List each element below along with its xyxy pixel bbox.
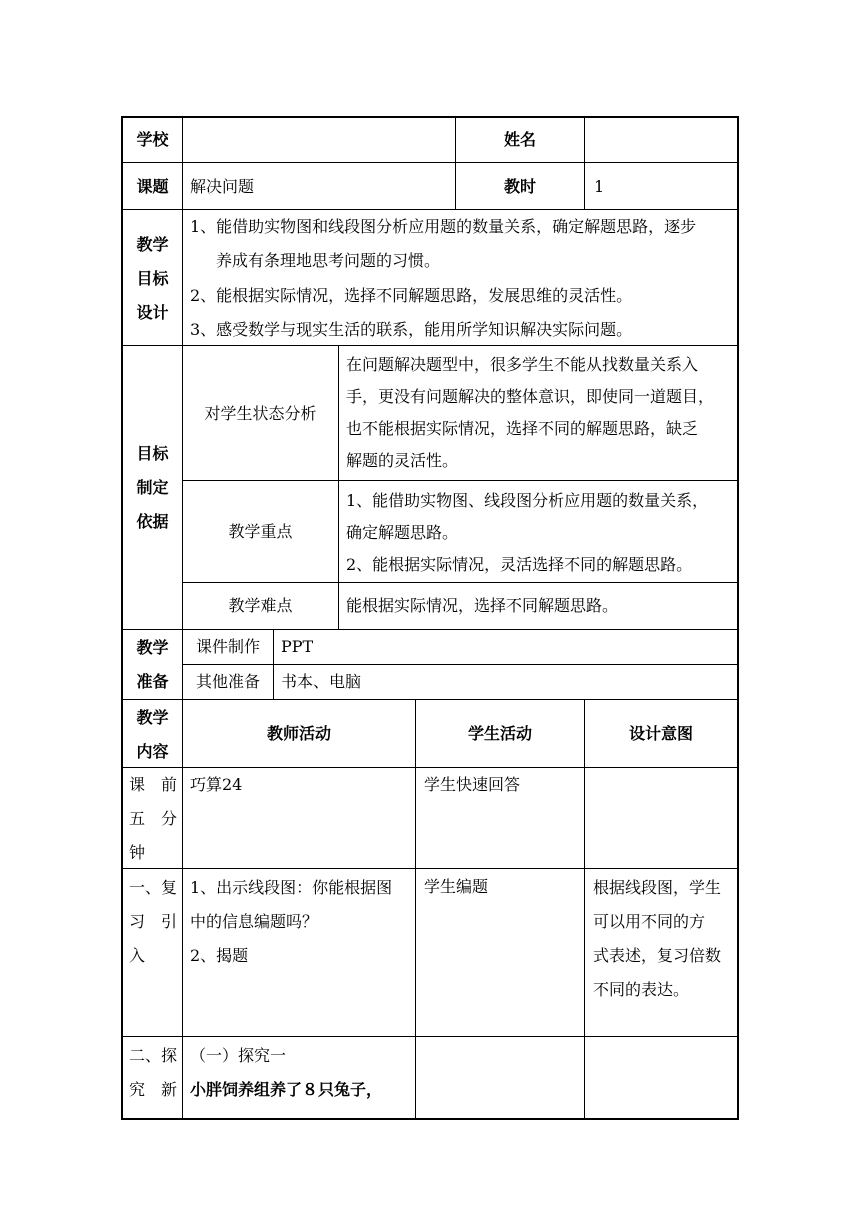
column-divider [182,116,183,1120]
label-line: 制定 [136,478,169,497]
column-header-teacher: 教师活动 [266,724,331,743]
stage-line: 二、探 [129,1046,178,1065]
label-line: 准备 [136,672,169,691]
row-divider [121,1036,739,1037]
text-line: 1、能借助实物图、线段图分析应用题的数量关系， [346,491,709,510]
stage-cell [129,768,181,870]
column-header-student: 学生活动 [467,724,532,743]
row-divider [121,629,739,630]
row-divider [182,664,739,665]
table-border-bottom [121,1118,739,1120]
row-divider [121,209,739,210]
student-state-text [346,349,736,477]
column-divider [584,699,585,1120]
text-line: 可以用不同的方 [593,912,706,931]
stage-line: 入 [129,946,146,965]
row-divider [121,868,739,869]
stage-line: 课 前 [129,775,178,794]
text-line: 在问题解决题型中，很多学生不能从找数量关系入 [346,355,699,374]
column-divider [415,699,416,1120]
design-intent [593,871,735,1007]
student-activity: 学生编题 [424,877,489,896]
text-line: （一）探究一 [190,1046,287,1065]
column-header-design: 设计意图 [628,724,693,743]
label-line: 教学 [136,235,169,254]
label-line: 目标 [136,269,169,288]
row-divider [182,480,739,481]
stage-line: 究 新 [129,1080,178,1099]
text-line: 根据线段图，学生 [593,878,722,897]
stage-line: 习 引 [129,912,178,931]
text-line: 小胖饲养组养了８只兔子， [190,1080,383,1099]
teacher-activity [190,1039,414,1107]
row-divider [121,162,739,163]
difficulty-value: 能根据实际情况，选择不同解题思路。 [346,596,619,615]
objective-item-1-line-1: 1、能借助实物图和线段图分析应用题的数量关系，确定解题思路，逐步 [190,217,697,236]
table-border-right [737,116,739,1120]
teacher-activity [190,871,414,973]
text-line: 2、能根据实际情况，灵活选择不同的解题思路。 [346,555,693,574]
row-divider [121,699,739,700]
label-line: 内容 [136,742,169,761]
teacher-activity: 巧算24 [190,775,243,794]
text-line: 手，更没有问题解决的整体意识，即使同一道题目， [346,387,715,406]
key-point-label: 教学重点 [228,522,293,541]
row-divider [121,345,739,346]
label-line: 依据 [136,512,169,531]
name-label: 姓名 [503,130,536,149]
text-line: 2、揭题 [190,946,249,965]
label-line: 目标 [136,444,169,463]
label-line: 教学 [136,708,169,727]
table-border-top [121,116,739,118]
objective-item-1-line-2: 养成有条理地思考问题的习惯。 [216,251,441,270]
stage-line: 钟 [129,843,146,862]
text-line: 1、出示线段图：你能根据图 [190,878,393,897]
text-line: 中的信息编题吗？ [190,912,319,931]
text-line: 确定解题思路。 [346,523,459,542]
preparation-label [123,631,182,699]
column-divider [584,116,585,210]
label-line: 设计 [136,303,169,322]
student-activity: 学生快速回答 [424,775,521,794]
courseware-label: 课件制作 [195,637,260,656]
other-prep-label: 其他准备 [195,672,260,691]
column-divider [273,629,274,700]
stage-cell [129,1039,181,1107]
topic-label: 课题 [136,177,169,196]
objective-item-3: 3、感受数学与现实生活的联系，能用所学知识解决实际问题。 [190,320,633,339]
school-label: 学校 [136,130,169,149]
hours-value: 1 [594,177,605,196]
stage-line: 五 分 [129,809,178,828]
stage-cell [129,871,181,973]
text-line: 不同的表达。 [593,980,690,999]
text-line: 式表述，复习倍数 [593,946,722,965]
objective-item-2: 2、能根据实际情况，选择不同解题思路，发展思维的灵活性。 [190,286,633,305]
label-line: 教学 [136,638,169,657]
stage-line: 一、复 [129,878,178,897]
objectives-label [123,228,182,330]
courseware-value: PPT [281,637,314,656]
difficulty-label: 教学难点 [228,596,293,615]
row-divider [121,767,739,768]
column-divider [338,345,339,630]
text-line: 也不能根据实际情况，选择不同的解题思路，缺乏 [346,419,699,438]
topic-value: 解决问题 [190,177,255,196]
basis-label [123,437,182,539]
row-divider [182,582,739,583]
text-line: 解题的灵活性。 [346,451,459,470]
hours-label: 教时 [503,177,536,196]
other-prep-value: 书本、电脑 [281,672,362,691]
key-point-text [346,485,736,581]
content-label [123,701,182,769]
student-state-label: 对学生状态分析 [204,404,317,423]
